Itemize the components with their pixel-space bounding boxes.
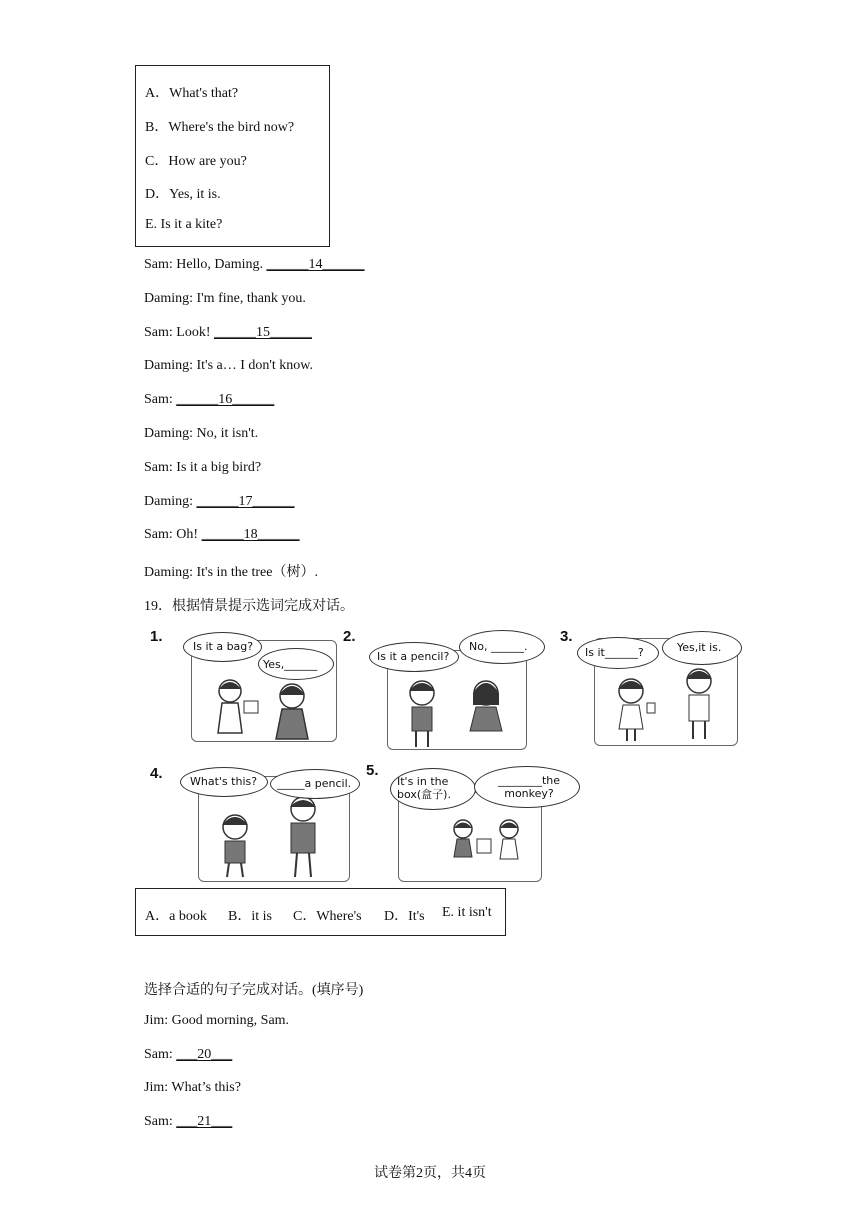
panel-number: 3. xyxy=(560,628,573,645)
choice-a: A．a book xyxy=(145,909,207,924)
speech-bubble: Yes,it is. xyxy=(662,631,742,665)
dialogue-line: Daming: I'm fine, thank you. xyxy=(144,291,306,306)
option-b: B．Where's the bird now? xyxy=(145,120,295,135)
blank-18[interactable]: ______18______ xyxy=(201,527,300,542)
option-d: D．Yes, it is. xyxy=(145,187,221,202)
blank-17[interactable]: ______17______ xyxy=(196,494,295,509)
blank-14[interactable]: ______14______ xyxy=(266,257,365,272)
dialogue-line: Daming: It's in the tree（树）. xyxy=(144,565,318,580)
option-a: A．What's that? xyxy=(145,86,239,101)
blank-21[interactable]: ___21___ xyxy=(176,1114,233,1129)
dialogue-line: Jim: What’s this? xyxy=(144,1080,241,1095)
dialogue-line: Sam: Oh! ______18______ xyxy=(144,527,300,542)
option-e: E. Is it a kite? xyxy=(145,217,223,232)
speech-bubble: _____a pencil. xyxy=(270,769,360,799)
dialogue-line: Jim: Good morning, Sam. xyxy=(144,1013,290,1028)
section-instruction: 选择合适的句子完成对话。(填序号) xyxy=(144,983,364,998)
dialogue-line: Sam: Hello, Daming. ______14______ xyxy=(144,257,365,272)
dialogue-line: Sam: Is it a big bird? xyxy=(144,460,262,475)
dialogue-line: Sam: Look! ______15______ xyxy=(144,325,312,340)
choice-e: E. it isn't xyxy=(442,905,492,920)
panel-number: 5. xyxy=(366,762,379,779)
question-19-title: 19．根据情景提示选词完成对话。 xyxy=(144,599,354,614)
panel-number: 4. xyxy=(150,765,163,782)
blank-16[interactable]: ______16______ xyxy=(176,392,275,407)
choice-d: D．It's xyxy=(384,909,425,924)
option-c: C．How are you? xyxy=(145,154,247,169)
speech-bubble: No, ______. xyxy=(459,630,545,664)
speech-bubble: Is it a bag? xyxy=(183,632,262,662)
panel-number: 2. xyxy=(343,628,356,645)
speech-bubble: Is it a pencil? xyxy=(369,642,459,672)
speech-bubble: Is it______? xyxy=(577,637,659,669)
options-box xyxy=(135,65,330,247)
choice-c: C．Where's xyxy=(293,909,362,924)
speech-bubble: It's in the box(盒子). xyxy=(390,768,476,810)
choices-box xyxy=(135,888,506,936)
panel-number: 1. xyxy=(150,628,163,645)
speech-bubble: Yes,______ xyxy=(258,648,334,680)
blank-20[interactable]: ___20___ xyxy=(176,1047,233,1062)
page-footer: 试卷第2页，共4页 xyxy=(374,1166,486,1181)
dialogue-line: Sam: ___21___ xyxy=(144,1114,233,1129)
speech-bubble: ________the monkey? xyxy=(474,766,580,808)
blank-15[interactable]: ______15______ xyxy=(214,325,312,340)
dialogue-line: Sam: ___20___ xyxy=(144,1047,233,1062)
speech-bubble: What's this? xyxy=(180,767,268,797)
dialogue-line: Daming: It's a… I don't know. xyxy=(144,358,314,373)
dialogue-line: Sam: ______16______ xyxy=(144,392,275,407)
dialogue-line: Daming: No, it isn't. xyxy=(144,426,259,441)
choice-b: B．it is xyxy=(228,909,272,924)
dialogue-line: Daming: ______17______ xyxy=(144,494,295,509)
